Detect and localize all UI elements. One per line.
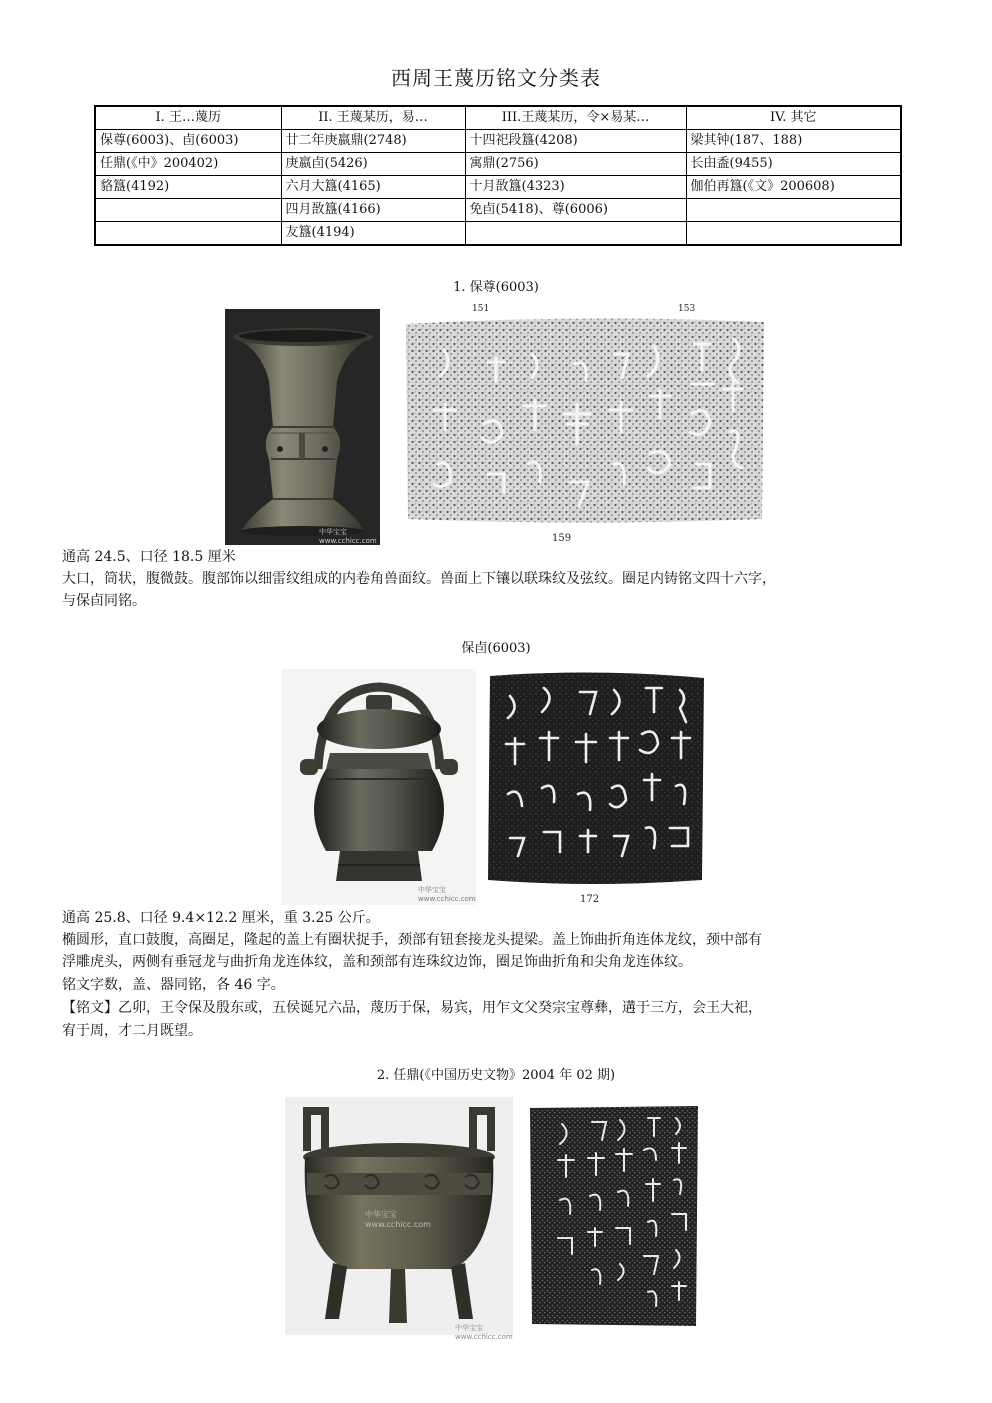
table-header-cell: II. 王蔑某历，易…	[281, 106, 465, 130]
bronze-you-icon	[282, 669, 476, 905]
table-row	[95, 153, 901, 176]
table-cell: 十月敔簋(4323)	[465, 176, 686, 199]
section1b-description-line2: 浮雕虎头，两侧有垂冠龙与曲折角龙连体纹，盖和颈部有连珠纹边饰，圈足饰曲折角和尖角龙连体纹。	[62, 954, 692, 970]
table-cell	[95, 222, 281, 246]
ding-vessel-photo	[285, 1097, 513, 1341]
section1b-caption: 保卣(6003)	[461, 641, 531, 656]
table-cell: 貉簋(4192)	[95, 176, 281, 199]
table-header-cell: I. 王…蔑历	[95, 106, 281, 130]
section2-caption: 2. 任鼎(《中国历史文物》2004 年 02 期)	[376, 1068, 616, 1083]
table-cell: 长甶盉(9455)	[686, 153, 901, 176]
table-cell: 任鼎(《中》200402)	[95, 153, 281, 176]
classification-table	[94, 105, 902, 246]
table-header-cell: III.王蔑某历，令×易某…	[465, 106, 686, 130]
zun-inscription-rubbing	[404, 304, 766, 548]
photo-watermark: 中华宝宝 www.cchicc.com	[319, 528, 377, 545]
rubbing-page-number: 151	[472, 304, 490, 314]
table-cell: 免卣(5418)、尊(6006)	[465, 199, 686, 222]
table-cell: 寓鼎(2756)	[465, 153, 686, 176]
page-title: 西周王蔑历铭文分类表	[391, 66, 601, 90]
table-cell: 六月大簋(4165)	[281, 176, 465, 199]
table-cell	[686, 222, 901, 246]
section1-description-line2: 与保卣同铭。	[62, 593, 146, 609]
photo-watermark: 中华宝宝 www.cchicc.com	[365, 1210, 431, 1229]
table-cell: 四月敔簋(4166)	[281, 199, 465, 222]
table-header-row	[95, 106, 901, 130]
rubbing-figure-number: 159	[552, 533, 572, 544]
table-cell: 梁其钟(187、188)	[686, 130, 901, 153]
table-cell: 十四祀段簋(4208)	[465, 130, 686, 153]
table-cell	[95, 199, 281, 222]
table-row	[95, 199, 901, 222]
section1-dimensions: 通高 24.5、口径 18.5 厘米	[62, 549, 236, 565]
you-inscription-rubbing	[480, 668, 710, 910]
zun-vessel-photo	[225, 309, 380, 545]
rubbing-page-number: 153	[678, 304, 696, 314]
photo-watermark: 中华宝宝 www.cchicc.com	[418, 886, 476, 903]
section1b-inscription-count: 铭文字数，盖、器同铭，各 46 字。	[62, 977, 285, 993]
rubbing-texture-icon	[404, 314, 766, 534]
rubbing-figure-number: 172	[580, 894, 600, 905]
table-cell: 保尊(6003)、卣(6003)	[95, 130, 281, 153]
table-cell	[465, 222, 686, 246]
section1-caption: 1. 保尊(6003)	[453, 280, 539, 295]
rubbing-texture-icon	[480, 668, 710, 890]
table-cell: 庚嬴卣(5426)	[281, 153, 465, 176]
table-row	[95, 130, 901, 153]
bronze-zun-icon	[225, 309, 380, 545]
section1b-inscription-line2: 宥于周，才二月既望。	[62, 1023, 202, 1039]
section1b-inscription-line1: 【铭文】乙卯，王令保及殷东或，五侯诞兄六品，蔑历于保，易宾，用乍文父癸宗宝尊彝，遘于三方，会王大祀，	[62, 1000, 762, 1016]
table-row	[95, 176, 901, 199]
section1b-description-line1: 椭圆形，直口鼓腹，高圈足，隆起的盖上有圈状捉手，颈部有钮套接龙头提梁。盖上饰曲折角连体龙纹，颈中部有	[62, 932, 762, 948]
photo-watermark: 中华宝宝 www.cchicc.com	[455, 1324, 513, 1341]
table-header-cell: IV. 其它	[686, 106, 901, 130]
table-cell: 友簋(4194)	[281, 222, 465, 246]
rubbing-texture-icon	[526, 1104, 702, 1330]
table-row	[95, 222, 901, 246]
table-cell	[686, 199, 901, 222]
section1-description-line1: 大口，筒状，腹微鼓。腹部饰以细雷纹组成的内卷角兽面纹。兽面上下镶以联珠纹及弦纹。圈足内铸铭文四十六字，	[62, 571, 776, 587]
ding-inscription-rubbing	[526, 1104, 702, 1330]
table-cell: 伽伯再簋(《文》200608)	[686, 176, 901, 199]
section1b-dimensions: 通高 25.8、口径 9.4×12.2 厘米，重 3.25 公斤。	[62, 910, 380, 926]
table-cell: 廿二年庚嬴鼎(2748)	[281, 130, 465, 153]
you-vessel-photo	[282, 669, 476, 905]
